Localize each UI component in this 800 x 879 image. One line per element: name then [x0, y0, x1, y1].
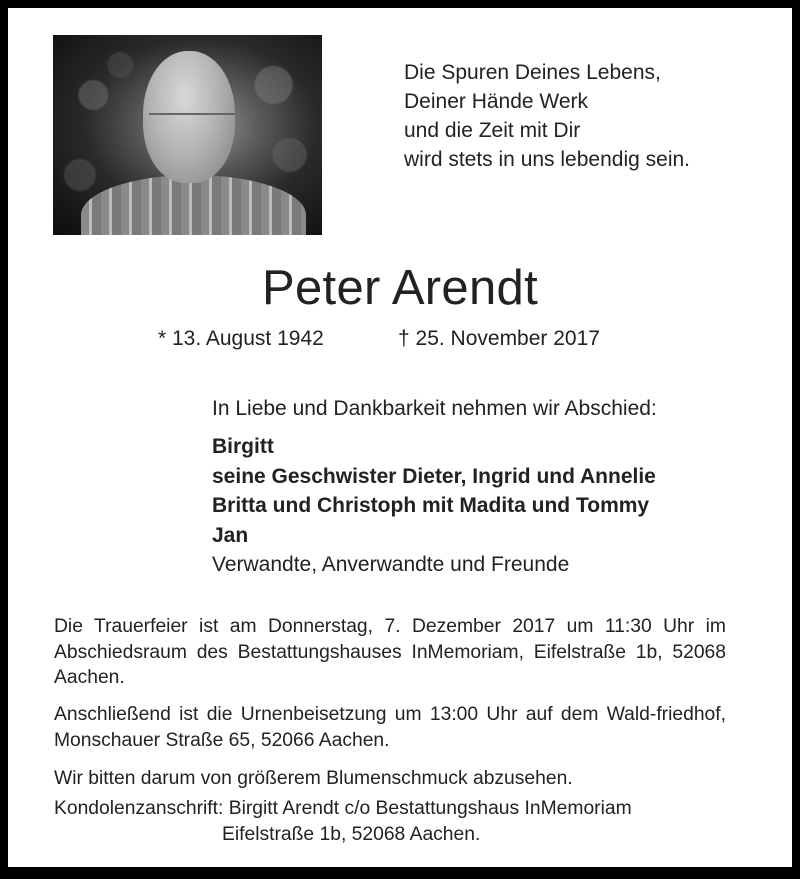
condolence-line: Kondolenzanschrift: Birgitt Arendt c/o Bestattungshaus InMemoriam	[54, 798, 632, 819]
memorial-verse	[404, 58, 690, 174]
mourner-line: Jan	[212, 523, 249, 547]
mourners-list	[212, 432, 656, 580]
verse-line: Die Spuren Deines Lebens,	[404, 61, 661, 84]
condolence-address	[54, 796, 726, 847]
burial-info: Anschließend ist die Urnenbeisetzung um 13:00 Uhr auf dem Wald-friedhof, Monschauer Straße 65, 52066 Aachen.	[54, 704, 726, 751]
death-date: † 25. November 2017	[398, 327, 600, 350]
verse-line: Deiner Hände Werk	[404, 90, 589, 113]
farewell-statement: In Liebe und Dankbarkeit nehmen wir Abschied:	[212, 397, 657, 420]
condolence-line: Eifelstraße 1b, 52068 Aachen.	[222, 823, 481, 845]
photo-glasses	[149, 113, 235, 133]
birth-date: * 13. August 1942	[158, 327, 324, 350]
verse-line: und die Zeit mit Dir	[404, 119, 581, 142]
obituary-notice	[8, 8, 792, 867]
mourner-line: Britta und Christoph mit Madita und Tommy	[212, 494, 650, 517]
portrait-photo	[53, 35, 322, 235]
deceased-name: Peter Arendt	[262, 261, 538, 315]
funeral-info: Die Trauerfeier ist am Donnerstag, 7. Dezember 2017 um 11:30 Uhr im Abschiedsraum des Bestattungshauses InMemoriam, Eifelstraße 1b, 52068 Aachen.	[54, 616, 726, 688]
verse-line: wird stets in uns lebendig sein.	[404, 148, 690, 171]
mourner-line: seine Geschwister Dieter, Ingrid und Annelie	[212, 464, 656, 488]
flowers-request: Wir bitten darum von größerem Blumenschmuck abzusehen.	[54, 768, 573, 789]
mourner-line: Birgitt	[212, 435, 274, 458]
mourner-relatives: Verwandte, Anverwandte und Freunde	[212, 553, 570, 576]
